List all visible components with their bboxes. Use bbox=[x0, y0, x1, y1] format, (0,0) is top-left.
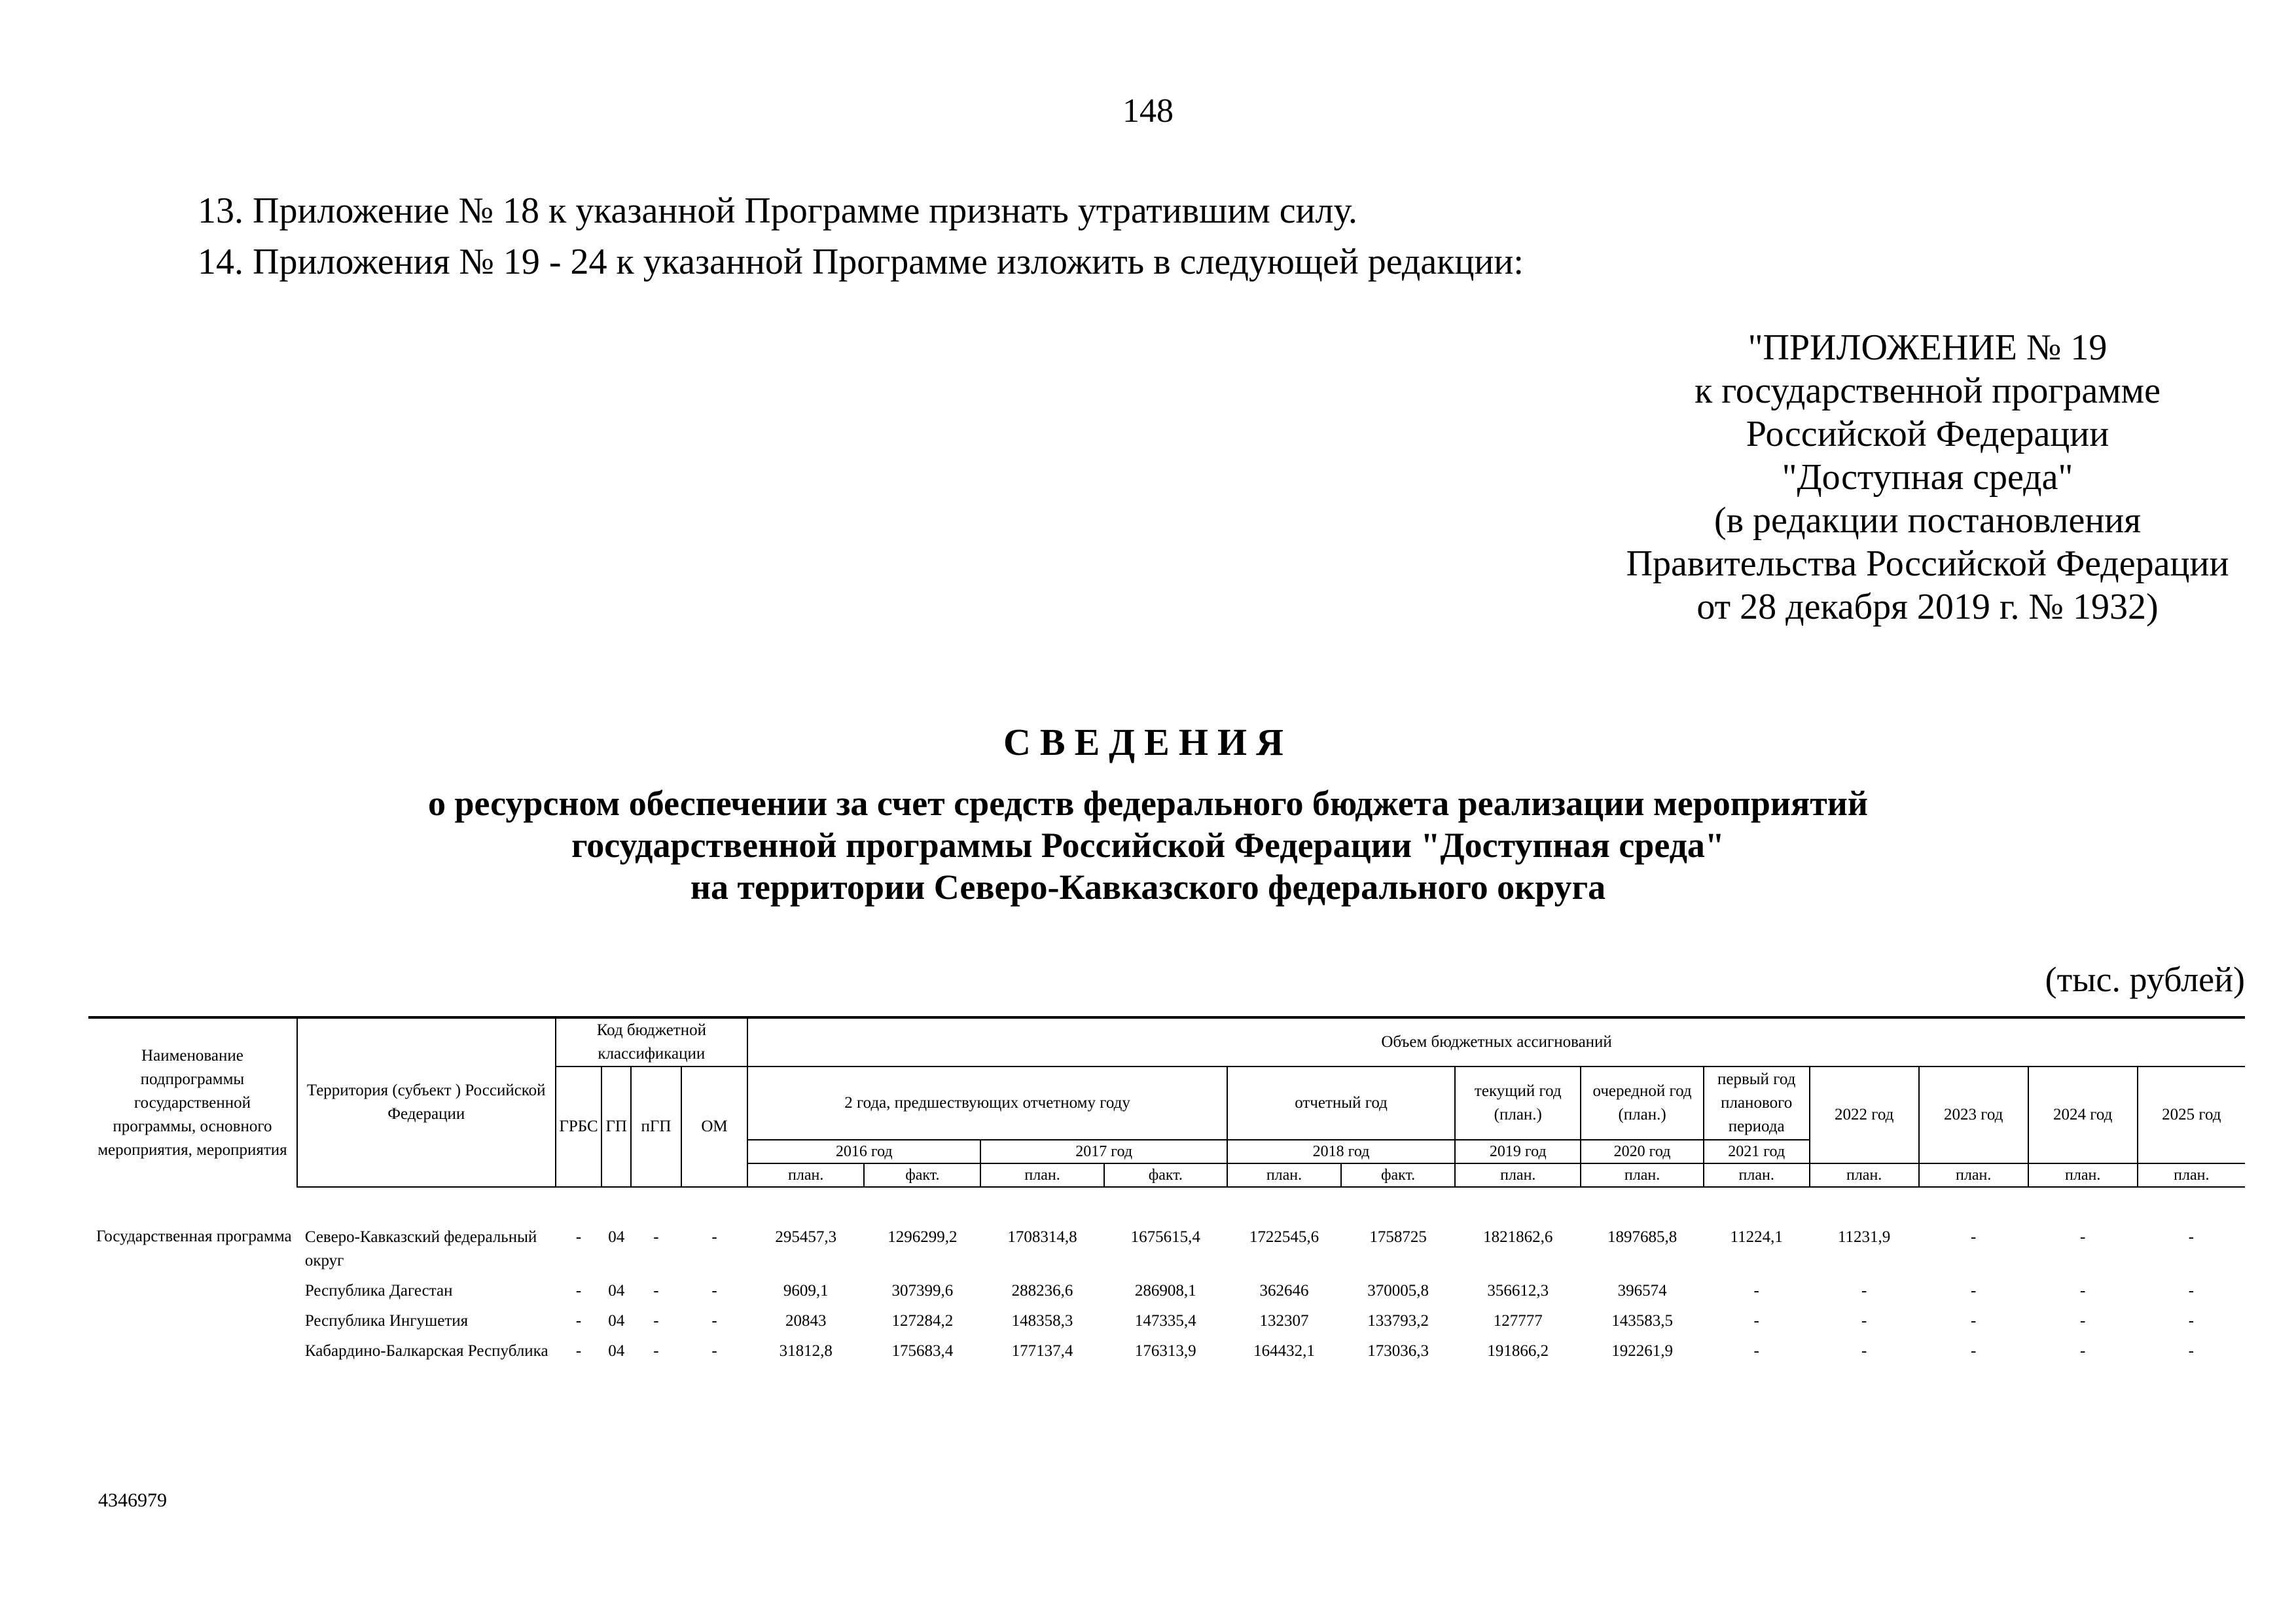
header-pgp: пГП bbox=[631, 1067, 681, 1187]
header-report-year: отчетный год bbox=[1227, 1067, 1455, 1140]
header-om: ОМ bbox=[681, 1067, 747, 1187]
cell-2019: 1821862,6 bbox=[1483, 1228, 1553, 1246]
cell-om: - bbox=[711, 1282, 717, 1300]
appendix-line: от 28 декабря 2019 г. № 1932) bbox=[1696, 587, 2159, 627]
row-name bbox=[88, 1273, 297, 1303]
header-territory: Территория (субъект ) Российской Федерации bbox=[297, 1017, 556, 1187]
cell-2023: - bbox=[1971, 1228, 1977, 1246]
header-2023: 2023 год bbox=[1919, 1067, 2028, 1163]
cell-grbs: - bbox=[575, 1228, 582, 1246]
header-2016: 2016 год bbox=[747, 1140, 980, 1163]
subtitle-line: о ресурсном обеспечении за счет средств федерального бюджета реализации мероприятий bbox=[428, 784, 1868, 823]
cell-2024: - bbox=[2080, 1312, 2086, 1330]
cell-2021: - bbox=[1753, 1342, 1759, 1360]
row-territory: Кабардино-Балкарская Республика bbox=[304, 1342, 548, 1360]
page-number: 148 bbox=[1122, 92, 1174, 130]
header-plan: план. bbox=[747, 1163, 864, 1187]
cell-2017-fact: 1675615,4 bbox=[1130, 1228, 1200, 1246]
cell-2017-fact: 147335,4 bbox=[1134, 1312, 1196, 1330]
cell-2018-plan: 362646 bbox=[1259, 1282, 1309, 1300]
header-2022: 2022 год bbox=[1810, 1067, 1919, 1163]
header-two-years: 2 года, предшествующих отчетному году bbox=[747, 1067, 1227, 1140]
header-plan: план. bbox=[1227, 1163, 1341, 1187]
cell-2023: - bbox=[1971, 1342, 1977, 1360]
cell-2018-fact: 173036,3 bbox=[1367, 1342, 1429, 1360]
row-name bbox=[88, 1303, 297, 1333]
cell-2021: - bbox=[1753, 1312, 1759, 1330]
document-title: СВЕДЕНИЯ bbox=[1003, 721, 1293, 763]
appendix-line: "ПРИЛОЖЕНИЕ № 19 bbox=[1748, 327, 2108, 368]
cell-2025: - bbox=[2188, 1312, 2194, 1330]
cell-2020: 396574 bbox=[1617, 1282, 1667, 1300]
header-name: Наименование подпрограммы государственной программы, основного мероприятия, мероприятия bbox=[88, 1017, 297, 1187]
cell-gp: 04 bbox=[608, 1312, 625, 1330]
header-current-year: текущий год (план.) bbox=[1455, 1067, 1581, 1140]
cell-2019: 191866,2 bbox=[1487, 1342, 1549, 1360]
cell-2016-plan: 20843 bbox=[785, 1312, 827, 1330]
cell-2016-fact: 307399,6 bbox=[891, 1282, 954, 1300]
cell-2018-fact: 370005,8 bbox=[1367, 1282, 1429, 1300]
cell-2019: 127777 bbox=[1493, 1312, 1543, 1330]
appendix-line: к государственной программе bbox=[1695, 371, 2161, 411]
paragraph-14: 14. Приложения № 19 - 24 к указанной Программе изложить в следующей редакции: bbox=[198, 242, 1524, 282]
cell-2018-plan: 132307 bbox=[1259, 1312, 1309, 1330]
header-plan: план. bbox=[1919, 1163, 2028, 1187]
header-2017: 2017 год bbox=[980, 1140, 1227, 1163]
cell-2019: 356612,3 bbox=[1487, 1282, 1549, 1300]
cell-2017-fact: 286908,1 bbox=[1134, 1282, 1196, 1300]
header-fact: факт. bbox=[864, 1163, 980, 1187]
cell-grbs: - bbox=[575, 1342, 582, 1360]
cell-2024: - bbox=[2080, 1342, 2086, 1360]
header-fact: факт. bbox=[1341, 1163, 1455, 1187]
table-row bbox=[88, 1303, 2245, 1333]
cell-2016-fact: 175683,4 bbox=[891, 1342, 954, 1360]
cell-2022: 11231,9 bbox=[1837, 1228, 1891, 1246]
table-row bbox=[88, 1273, 2245, 1303]
cell-gp: 04 bbox=[608, 1282, 625, 1300]
header-first-plan-year: первый год планового периода bbox=[1704, 1067, 1810, 1140]
header-plan: план. bbox=[2138, 1163, 2245, 1187]
cell-om: - bbox=[711, 1312, 717, 1330]
document-subtitle bbox=[0, 782, 2296, 908]
cell-2017-plan: 177137,4 bbox=[1011, 1342, 1073, 1360]
cell-2018-fact: 133793,2 bbox=[1367, 1312, 1429, 1330]
cell-2017-plan: 288236,6 bbox=[1011, 1282, 1073, 1300]
cell-gp: 04 bbox=[608, 1342, 625, 1360]
row-name: Государственная программа bbox=[96, 1228, 292, 1245]
header-plan: план. bbox=[1455, 1163, 1581, 1187]
row-territory: Республика Ингушетия bbox=[304, 1312, 469, 1330]
cell-2016-plan: 31812,8 bbox=[779, 1342, 833, 1360]
cell-2022: - bbox=[1861, 1282, 1867, 1300]
cell-pgp: - bbox=[653, 1282, 659, 1300]
header-2020: 2020 год bbox=[1581, 1140, 1703, 1163]
cell-2017-plan: 148358,3 bbox=[1011, 1312, 1073, 1330]
header-gp: ГП bbox=[601, 1067, 631, 1187]
cell-2022: - bbox=[1861, 1312, 1867, 1330]
table-row bbox=[88, 1333, 2245, 1363]
cell-2018-plan: 1722545,6 bbox=[1249, 1228, 1319, 1246]
cell-pgp: - bbox=[653, 1228, 659, 1246]
row-territory: Республика Дагестан bbox=[304, 1282, 453, 1300]
cell-2020: 1897685,8 bbox=[1607, 1228, 1677, 1246]
budget-table bbox=[88, 1016, 2245, 1363]
header-plan: план. bbox=[1810, 1163, 1919, 1187]
document-id: 4346979 bbox=[98, 1489, 167, 1511]
cell-2018-plan: 164432,1 bbox=[1253, 1342, 1315, 1360]
header-fact: факт. bbox=[1104, 1163, 1227, 1187]
header-next-year: очередной год (план.) bbox=[1581, 1067, 1703, 1140]
cell-om: - bbox=[711, 1228, 717, 1246]
header-2019: 2019 год bbox=[1455, 1140, 1581, 1163]
cell-2017-fact: 176313,9 bbox=[1134, 1342, 1196, 1360]
header-plan: план. bbox=[2028, 1163, 2138, 1187]
cell-2020: 192261,9 bbox=[1611, 1342, 1673, 1360]
header-plan: план. bbox=[980, 1163, 1103, 1187]
units-label: (тыс. рублей) bbox=[2045, 960, 2245, 999]
header-2024: 2024 год bbox=[2028, 1067, 2138, 1163]
header-plan: план. bbox=[1581, 1163, 1703, 1187]
cell-2021: 11224,1 bbox=[1730, 1228, 1783, 1246]
cell-2025: - bbox=[2188, 1282, 2194, 1300]
header-2018: 2018 год bbox=[1227, 1140, 1455, 1163]
cell-2023: - bbox=[1971, 1312, 1977, 1330]
subtitle-line: на территории Северо-Кавказского федерального округа bbox=[690, 867, 1606, 907]
subtitle-line: государственной программы Российской Федерации "Доступная среда" bbox=[571, 826, 1725, 865]
cell-2016-plan: 9609,1 bbox=[783, 1282, 829, 1300]
header-2025: 2025 год bbox=[2138, 1067, 2245, 1163]
header-2021: 2021 год bbox=[1704, 1140, 1810, 1163]
cell-2022: - bbox=[1861, 1342, 1867, 1360]
cell-2023: - bbox=[1971, 1282, 1977, 1300]
cell-2017-plan: 1708314,8 bbox=[1007, 1228, 1077, 1246]
cell-pgp: - bbox=[653, 1312, 659, 1330]
appendix-line: Правительства Российской Федерации bbox=[1626, 543, 2229, 584]
table-row bbox=[88, 1187, 2245, 1273]
paragraph-13: 13. Приложение № 18 к указанной Программе признать утратившим силу. bbox=[198, 191, 1357, 231]
row-territory: Северо-Кавказский федеральный округ bbox=[304, 1228, 537, 1269]
cell-2024: - bbox=[2080, 1282, 2086, 1300]
cell-2016-fact: 127284,2 bbox=[891, 1312, 954, 1330]
cell-2025: - bbox=[2188, 1228, 2194, 1246]
row-name bbox=[88, 1333, 297, 1363]
cell-2021: - bbox=[1753, 1282, 1759, 1300]
cell-2016-plan: 295457,3 bbox=[775, 1228, 837, 1246]
cell-om: - bbox=[711, 1342, 717, 1360]
appendix-line: "Доступная среда" bbox=[1782, 457, 2073, 498]
cell-2025: - bbox=[2188, 1342, 2194, 1360]
cell-pgp: - bbox=[653, 1342, 659, 1360]
header-budget-code: Код бюджетной классификации bbox=[556, 1017, 748, 1067]
header-grbs: ГРБС bbox=[556, 1067, 602, 1187]
cell-grbs: - bbox=[575, 1282, 582, 1300]
header-plan: план. bbox=[1704, 1163, 1810, 1187]
cell-2020: 143583,5 bbox=[1611, 1312, 1673, 1330]
appendix-line: (в редакции постановления bbox=[1713, 500, 2142, 541]
cell-gp: 04 bbox=[608, 1228, 625, 1246]
cell-2024: - bbox=[2080, 1228, 2086, 1246]
cell-2018-fact: 1758725 bbox=[1369, 1228, 1427, 1246]
header-volume: Объем бюджетных ассигнований bbox=[747, 1017, 2245, 1067]
appendix-block bbox=[1558, 326, 2296, 629]
cell-grbs: - bbox=[575, 1312, 582, 1330]
cell-2016-fact: 1296299,2 bbox=[888, 1228, 958, 1246]
appendix-line: Российской Федерации bbox=[1746, 414, 2109, 454]
